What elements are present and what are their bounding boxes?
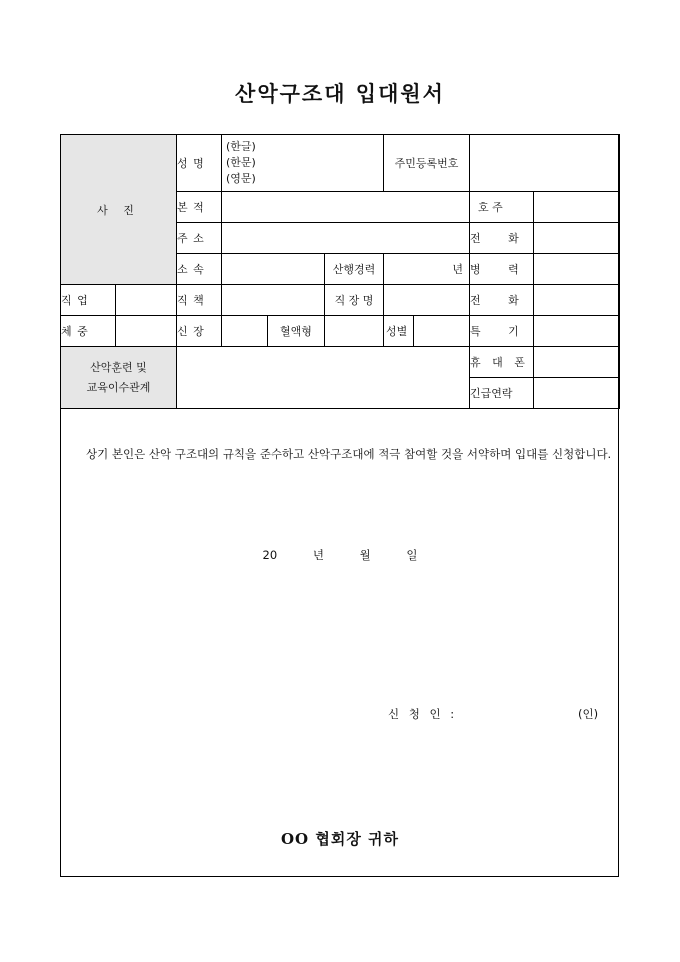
- name-field[interactable]: [222, 135, 384, 192]
- photo-label: 사 진: [97, 203, 140, 217]
- seal-label: (인): [578, 707, 599, 721]
- military-field[interactable]: [534, 254, 620, 285]
- date-line: [0, 547, 680, 563]
- climbing-career-field[interactable]: [384, 254, 470, 285]
- domicile-label: 본 적: [177, 192, 222, 223]
- gender-field[interactable]: [414, 316, 470, 347]
- military-label: 병 력: [470, 254, 534, 285]
- special-skill-field[interactable]: [534, 316, 620, 347]
- emergency-label: 긴급연락: [470, 378, 534, 409]
- home-phone-field[interactable]: [534, 223, 620, 254]
- form-title: 산악구조대 입대원서: [235, 81, 445, 106]
- workplace-field[interactable]: [384, 285, 470, 316]
- special-skill-label: 특 기: [470, 316, 534, 347]
- weight-label: 체 중: [61, 316, 116, 347]
- photo-box[interactable]: [61, 135, 177, 285]
- occupation-label: 직 업: [61, 285, 116, 316]
- occupation-field[interactable]: [116, 285, 177, 316]
- affiliation-label: 소 속: [177, 254, 222, 285]
- application-table: [60, 134, 620, 409]
- date-year-prefix: 20: [262, 548, 278, 562]
- emergency-field[interactable]: [534, 378, 620, 409]
- work-phone-field[interactable]: [534, 285, 620, 316]
- domicile-field[interactable]: [222, 192, 470, 223]
- date-month: 월: [359, 548, 371, 562]
- resident-number-label: 주민등록번호: [384, 135, 470, 192]
- training-field[interactable]: [177, 347, 470, 409]
- training-label-line1: 산악훈련 및: [90, 360, 147, 374]
- affiliation-field[interactable]: [222, 254, 325, 285]
- position-label: 직 책: [177, 285, 222, 316]
- pledge-text: 상기 본인은 산악 구조대의 규칙을 준수하고 산악구조대에 적극 참여할 것을 서약하며 입대를 신청합니다.: [86, 447, 612, 461]
- household-head-label: 호 주: [470, 192, 534, 223]
- work-phone-label: 전 화: [470, 285, 534, 316]
- applicant-label: 신 청 인 :: [388, 707, 458, 721]
- name-hanja-label: (한문): [226, 156, 256, 169]
- mobile-field[interactable]: [534, 347, 620, 378]
- home-phone-label: 전 화: [470, 223, 534, 254]
- climbing-career-label: 산행경력: [325, 254, 384, 285]
- mobile-label: 휴 대 폰: [470, 347, 534, 378]
- years-unit: 년: [452, 263, 463, 276]
- training-label-line2: 교육이수관계: [86, 380, 151, 394]
- date-day: 일: [406, 548, 418, 562]
- position-field[interactable]: [222, 285, 325, 316]
- address-field[interactable]: [222, 223, 470, 254]
- resident-number-field[interactable]: [470, 135, 620, 192]
- weight-field[interactable]: [116, 316, 177, 347]
- height-label: 신 장: [177, 316, 222, 347]
- blood-type-field[interactable]: [325, 316, 384, 347]
- address-label: 주 소: [177, 223, 222, 254]
- training-label: [61, 347, 177, 409]
- workplace-label: 직 장 명: [325, 285, 384, 316]
- gender-label: 성별: [384, 316, 414, 347]
- height-field[interactable]: [222, 316, 268, 347]
- recipient-line: OO 협회장 귀하: [280, 830, 400, 848]
- date-year: 년: [312, 548, 324, 562]
- name-korean-label: (한글): [226, 140, 256, 153]
- name-label: 성 명: [177, 135, 222, 192]
- name-english-label: (영문): [226, 172, 256, 185]
- household-head-field[interactable]: [534, 192, 620, 223]
- blood-type-label: 혈액형: [268, 316, 325, 347]
